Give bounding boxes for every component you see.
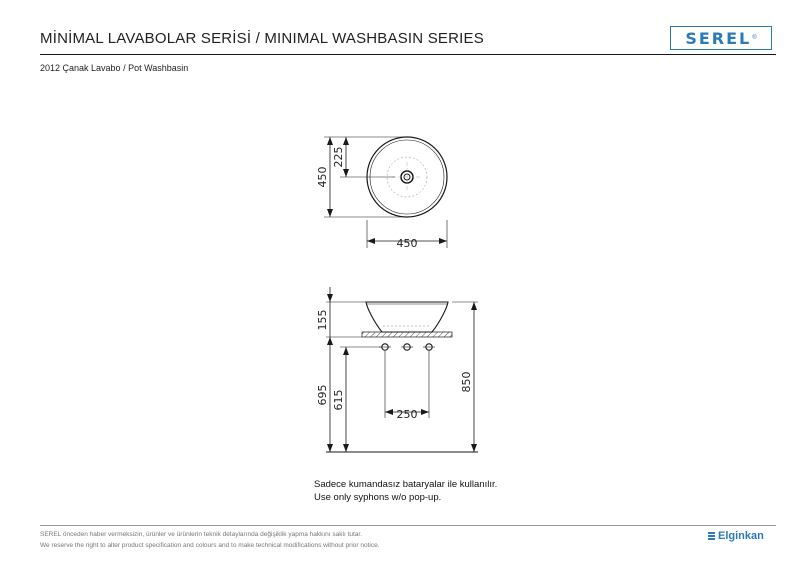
elginkan-bars-icon <box>708 532 715 540</box>
note-line-en: Use only syphons w/o pop-up. <box>314 492 442 503</box>
logo-text: SEREL <box>685 28 752 48</box>
dim-label-450-vertical: 450 <box>316 166 329 188</box>
basin-bowl-profile <box>366 302 448 332</box>
waste-fittings <box>379 344 435 350</box>
elginkan-logo <box>708 530 764 542</box>
page-title: MİNİMAL LAVABOLAR SERİSİ / MINIMAL WASHBASIN SERIES <box>40 30 484 47</box>
disclaimer <box>40 529 380 551</box>
product-subtitle: 2012 Çanak Lavabo / Pot Washbasin <box>40 63 189 73</box>
dim-label-615: 615 <box>332 389 345 411</box>
brand-name: Elginkan <box>718 530 764 542</box>
countertop <box>362 332 452 337</box>
disclaimer-tr: SEREL önceden haber vermeksizin, ürünler ve ürünlerin teknik detaylarında değişiklik yapma hakkını saklı tutar. <box>40 531 363 538</box>
footer-divider <box>40 525 776 526</box>
dim-label-155: 155 <box>316 309 329 331</box>
installation-note <box>314 478 497 504</box>
top-view <box>316 137 447 250</box>
side-view <box>316 287 478 452</box>
dim-label-450-horizontal: 450 <box>396 237 418 250</box>
dim-label-695: 695 <box>316 384 329 406</box>
logo-registered-mark: ® <box>752 35 757 41</box>
dim-label-225: 225 <box>332 146 345 168</box>
disclaimer-en: We reserve the right to alter product specification and colours and to make technical modifications without prior notice. <box>40 542 380 549</box>
dim-label-850: 850 <box>460 371 473 393</box>
dim-label-250: 250 <box>396 408 418 421</box>
note-line-tr: Sadece kumandasız bataryalar ile kullanılır. <box>314 479 498 490</box>
